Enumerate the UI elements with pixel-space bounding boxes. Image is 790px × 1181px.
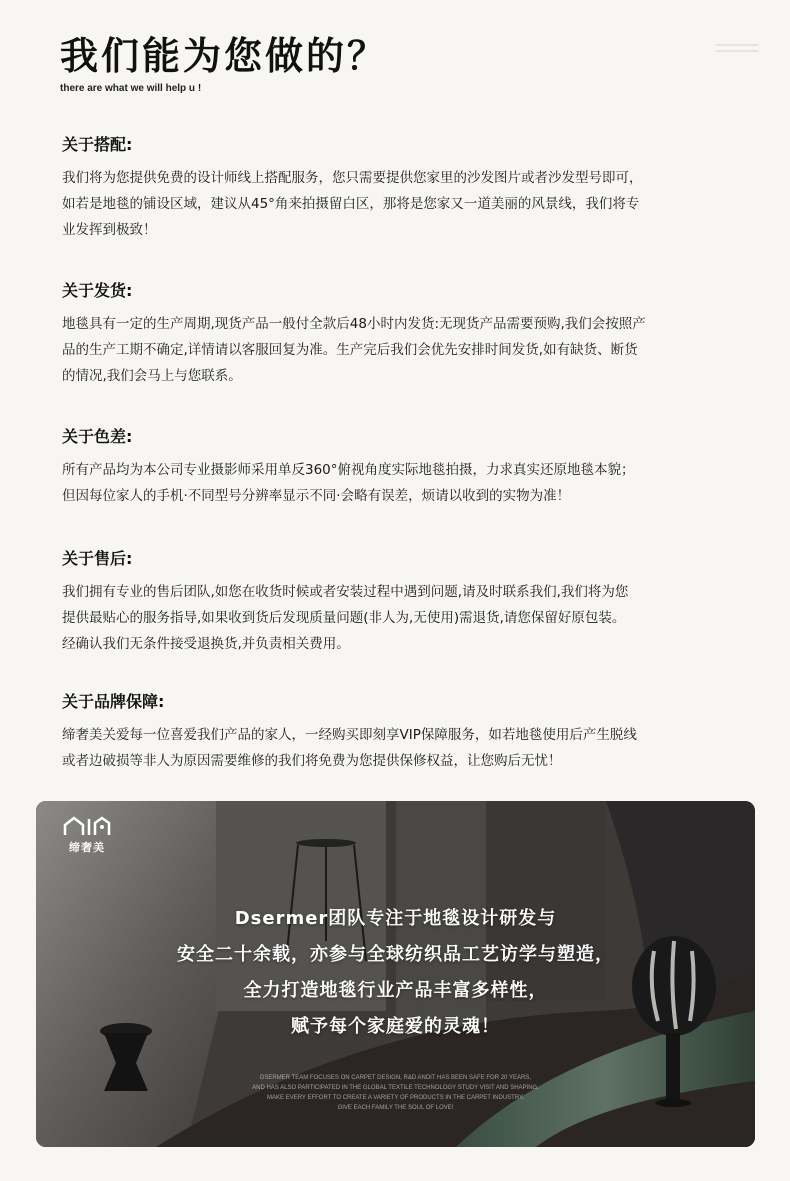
english-line: AND HAS ALSO PARTICIPATED IN THE GLOBAL TEXTILE TECHNOLOGY STUDY VISIT AND SHAPING, (252, 1085, 539, 1091)
section-text: 的情况,我们会马上与您联系。 (62, 368, 242, 384)
section-title: 关于售后: (62, 549, 133, 568)
section-color-difference (62, 425, 742, 509)
section-title: 关于搭配: (62, 135, 133, 154)
section-text: 业发挥到极致！ (62, 222, 157, 238)
section-after-sales (62, 547, 742, 657)
banner-slogan (36, 901, 755, 1045)
section-text: 品的生产工期不确定,详情请以客服回复为准。生产完后我们会优先安排时间发货,如有缺货、断货 (62, 342, 638, 358)
section-text: 所有产品均为本公司专业摄影师采用单反360°俯视角度实际地毯拍摄，力求真实还原地毯本貌； (62, 462, 635, 478)
english-line: DSERMER TEAM FOCUSES ON CARPET DESIGN, R&D ANDIT HAS BEEN SAFE FOR 20 YEARS, (260, 1075, 531, 1081)
english-line: GIVE EACH FAMILY THE SOUL OF LOVE! (337, 1105, 454, 1111)
section-text: 我们将为您提供免费的设计师线上搭配服务，您只需要提供您家里的沙发图片或者沙发型号即可， (62, 170, 643, 186)
section-brand-guarantee (62, 690, 742, 774)
english-line: MAKE EVERY EFFORT TO CREATE A VARIETY OF PRODUCTS IN THE CARPET INDUSTRY, (267, 1095, 524, 1101)
section-title: 关于色差: (62, 427, 133, 446)
brand-banner (36, 801, 755, 1147)
logo-text: 缔奢美 (69, 841, 105, 854)
section-title: 关于发货: (62, 281, 133, 300)
slogan-line: Dsermer团队专注于地毯设计研发与 (234, 908, 557, 929)
section-text: 如若是地毯的铺设区域，建议从45°角来拍摄留白区，那将是您家又一道美丽的风景线，我们将专 (62, 196, 640, 212)
house-logo-icon (62, 815, 112, 837)
page-subtitle: there are what we will help u ! (60, 83, 202, 94)
section-text: 缔奢美关爱每一位喜爱我们产品的家人，一经购买即刻享VIP保障服务，如若地毯使用后产生脱线 (62, 727, 637, 743)
section-text: 但因每位家人的手机·不同型号分辨率显示不同·会略有误差，烦请以收到的实物为准！ (62, 488, 571, 504)
decorative-line (716, 44, 758, 46)
brand-logo (62, 815, 112, 855)
decorative-line (716, 50, 758, 52)
section-title: 关于品牌保障: (62, 692, 165, 711)
page-title: 我们能为您做的？ (60, 33, 389, 78)
page-header (60, 30, 388, 94)
section-text: 或者边破损等非人为原因需要维修的我们将免费为您提供保修权益，让您购后无忧！ (62, 753, 562, 769)
banner-english-text (36, 1073, 755, 1113)
section-text: 地毯具有一定的生产周期,现货产品一般付全款后48小时内发货:无现货产品需要预购,我们会按照产 (62, 316, 646, 332)
section-text: 我们拥有专业的售后团队,如您在收货时候或者安装过程中遇到问题,请及时联系我们,我们将为您 (62, 584, 629, 600)
section-text: 经确认我们无条件接受退换货,并负责相关费用。 (62, 636, 350, 652)
slogan-line: 安全二十余载，亦参与全球纺织品工艺访学与塑造， (177, 944, 614, 965)
section-text: 提供最贴心的服务指导,如果收到货后发现质量问题(非人为,无使用)需退货,请您保留好原包装。 (62, 610, 626, 626)
slogan-line: 全力打造地毯行业产品丰富多样性， (243, 980, 548, 1001)
section-matching (62, 133, 742, 243)
section-shipping (62, 279, 742, 389)
slogan-line: 赋予每个家庭爱的灵魂！ (291, 1016, 500, 1037)
